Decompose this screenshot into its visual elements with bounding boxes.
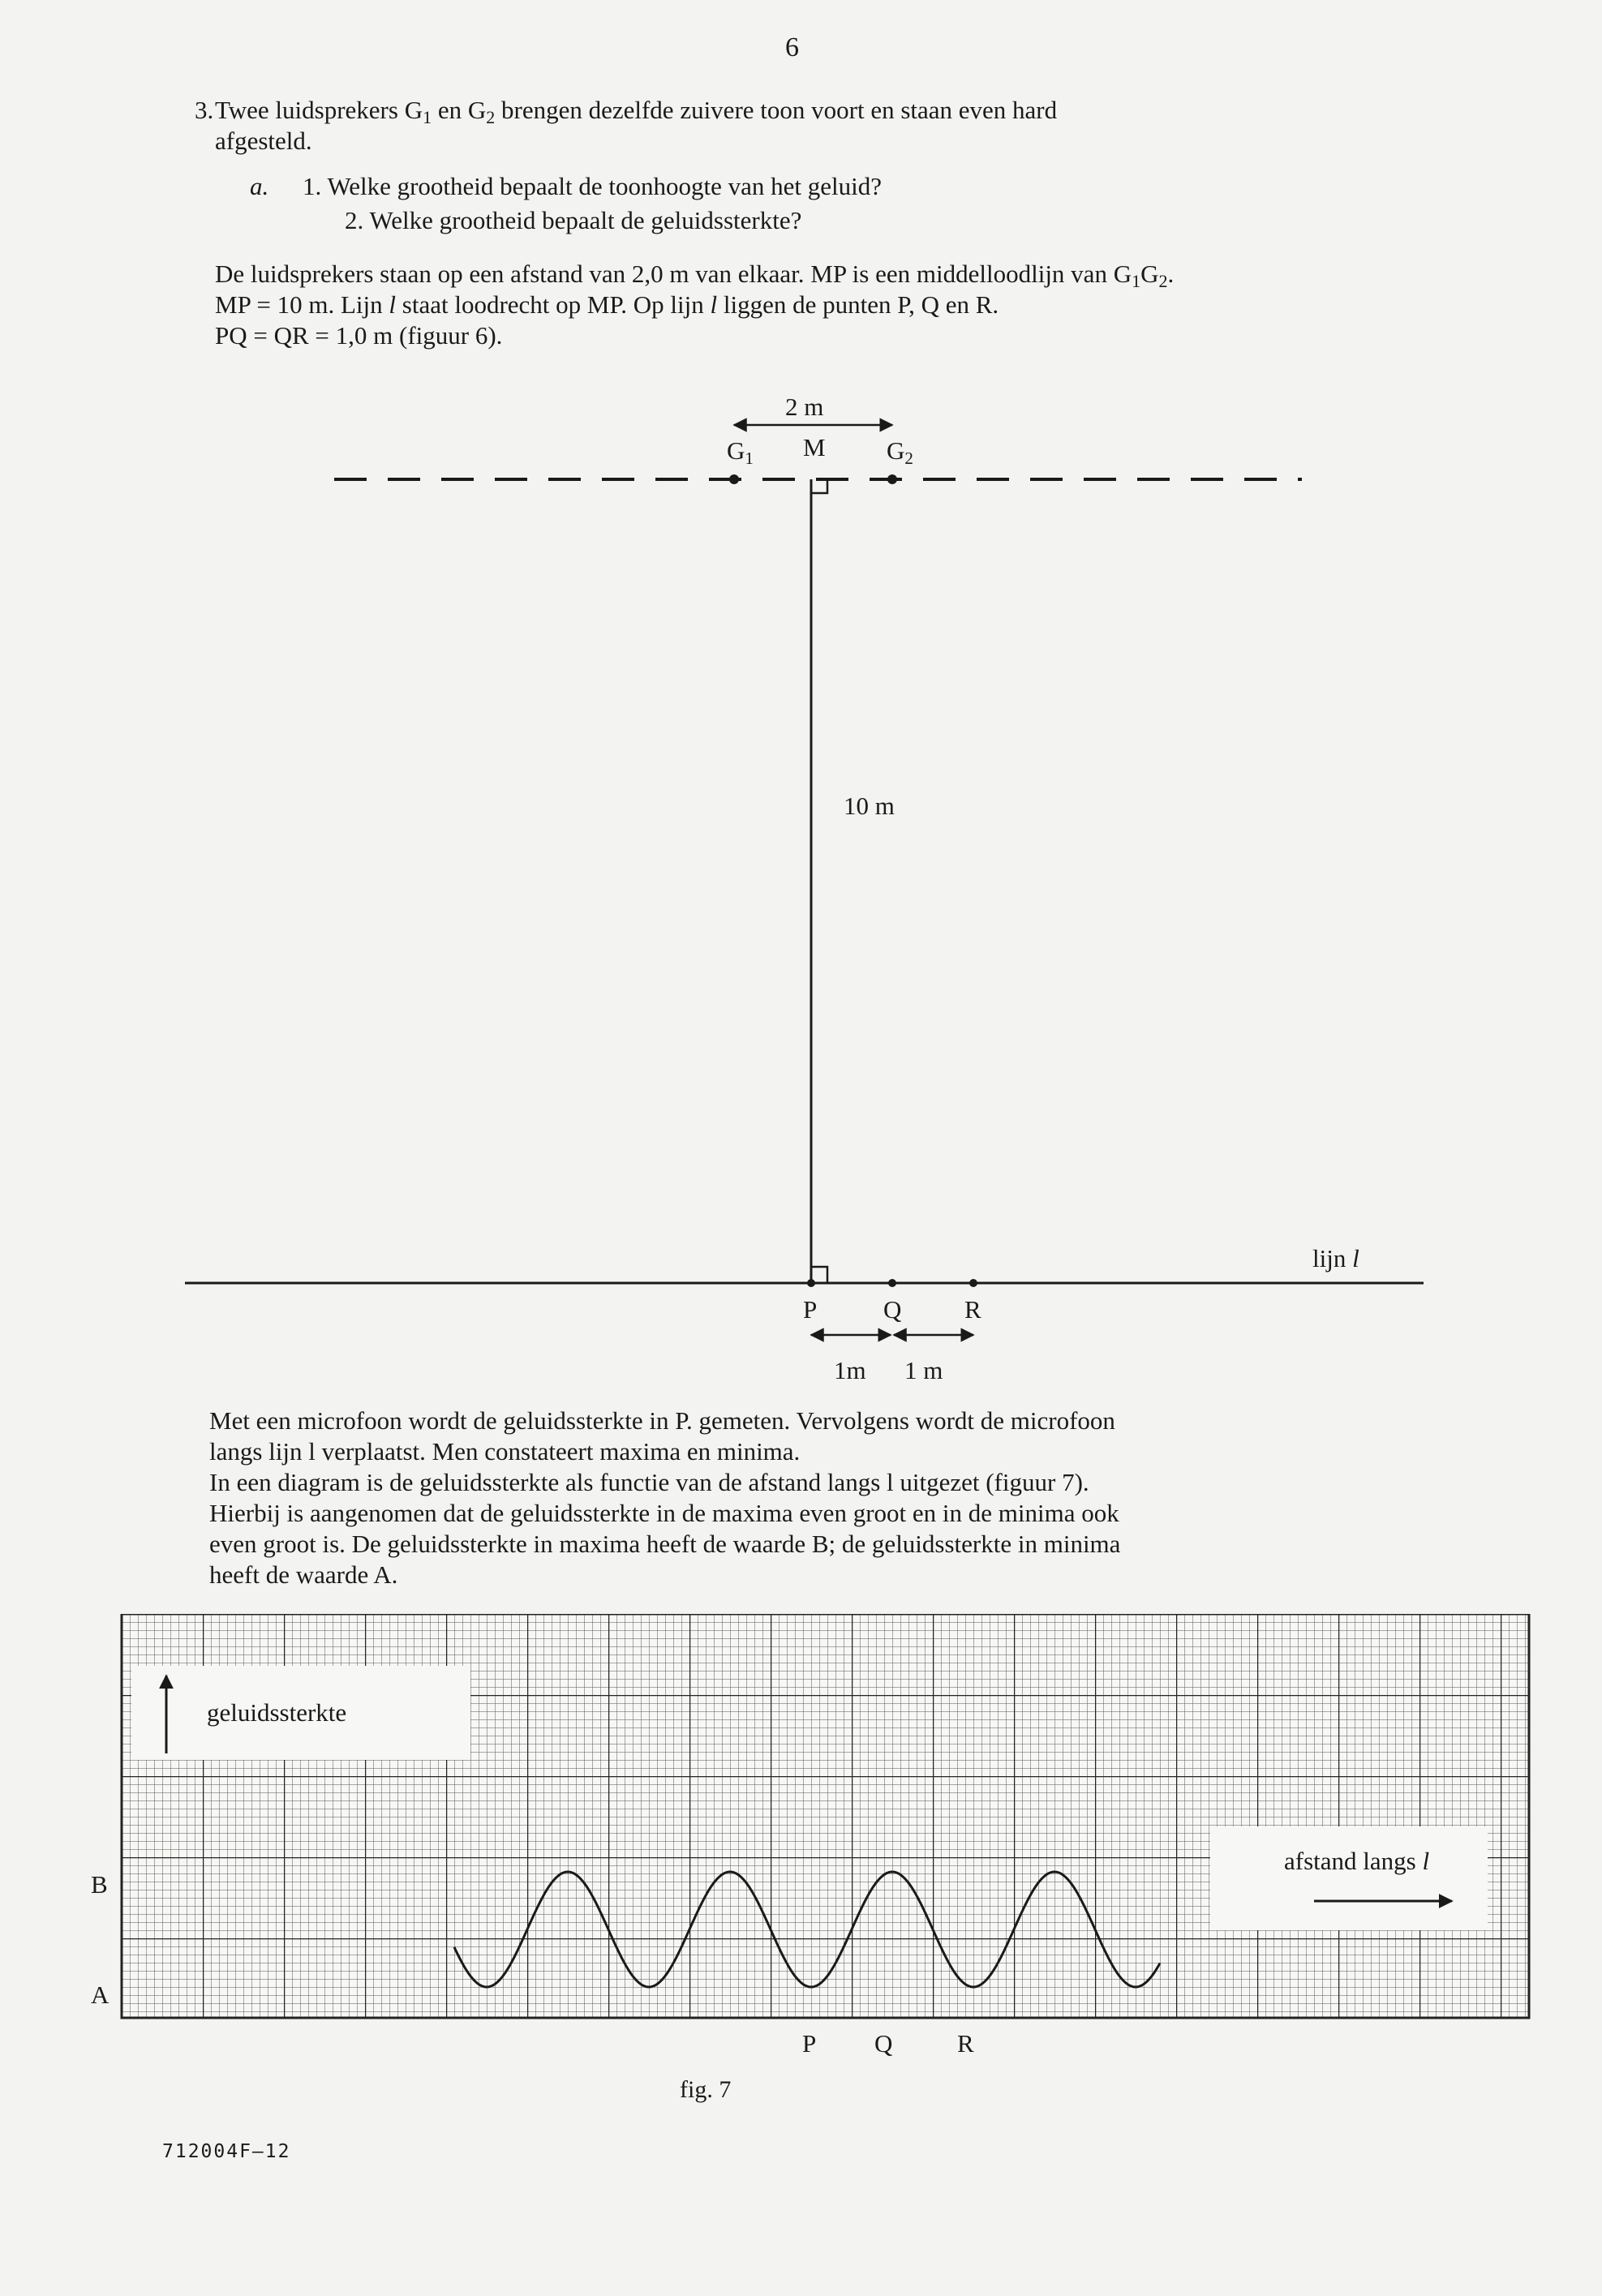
paragraph-line: heeft de waarde A. <box>209 1560 398 1589</box>
label-r: R <box>964 1295 981 1324</box>
level-b-label: B <box>91 1870 108 1899</box>
point-q-dot <box>888 1279 896 1287</box>
label-p: P <box>803 1295 818 1324</box>
subquestion-a2: 2. Welke grootheid bepaalt de geluidssterkte? <box>345 206 802 234</box>
paragraph-line: Hierbij is aangenomen dat de geluidssterkte in de maxima even groot en in de minima ook <box>209 1499 1119 1527</box>
label-10m: 10 m <box>844 792 895 820</box>
question-intro-line-2: afgesteld. <box>215 127 312 155</box>
paragraph-line: In een diagram is de geluidssterkte als functie van de afstand langs l uitgezet (figuur 7). <box>209 1468 1089 1496</box>
axis-point-r: R <box>957 2029 974 2058</box>
figure-7-diagram <box>0 1614 1602 2068</box>
question-intro-line-1: Twee luidsprekers $G_1$ en $G_2$ brengen dezelfde zuivere toon voort en staan even hard <box>215 96 1058 127</box>
setup-line-3: PQ = QR = 1,0 m (figuur 6). <box>215 321 503 350</box>
paragraph-line: Met een microfoon wordt de geluidssterkte in P. gemeten. Vervolgens wordt de microfoon <box>209 1406 1115 1435</box>
subquestion-a-label: a. <box>250 172 269 200</box>
setup-line-1: De luidsprekers staan op een afstand van 2,0 m van elkaar. MP is een middelloodlijn van $G_1G_2$. <box>215 260 1175 291</box>
axis-point-q: Q <box>874 2029 893 2058</box>
y-axis-label: geluidssterkte <box>207 1698 347 1727</box>
measurement-paragraph <box>209 1405 1120 1590</box>
setup-line-2: MP = 10 m. Lijn l staat loodrecht op MP. Op lijn l liggen de punten P, Q en R. <box>215 290 999 319</box>
point-p-dot <box>807 1279 815 1287</box>
speaker-g1-dot <box>729 474 739 484</box>
label-g1: G1 <box>727 436 754 468</box>
label-g2: G2 <box>887 436 913 468</box>
x-label-box <box>1210 1826 1488 1930</box>
axis-point-p: P <box>802 2029 817 2058</box>
paragraph-line: langs lijn l verplaatst. Men constateert maxima en minima. <box>209 1437 801 1466</box>
figure-7-caption: fig. 7 <box>680 2076 732 2103</box>
label-q: Q <box>883 1295 902 1324</box>
level-a-label: A <box>91 1981 110 2009</box>
right-angle-top <box>811 479 827 493</box>
x-axis-label: afstand langs l <box>1284 1847 1430 1875</box>
label-2m: 2 m <box>785 393 824 421</box>
label-line-l: lijn l <box>1312 1244 1359 1272</box>
label-1m-pq: 1m <box>834 1356 866 1384</box>
point-r-dot <box>969 1279 977 1287</box>
subquestion-a1: 1. Welke grootheid bepaalt de toonhoogte van het geluid? <box>303 172 883 200</box>
paragraph-line: even groot is. De geluidssterkte in maxima heeft de waarde B; de geluidssterkte in minima <box>209 1530 1121 1558</box>
speaker-g2-dot <box>887 474 897 484</box>
label-m: M <box>803 433 826 461</box>
document-code: 712004F–12 <box>162 2141 291 2162</box>
label-1m-qr: 1 m <box>904 1356 943 1384</box>
question-number: 3. <box>195 96 214 124</box>
page-number: 6 <box>785 32 799 62</box>
